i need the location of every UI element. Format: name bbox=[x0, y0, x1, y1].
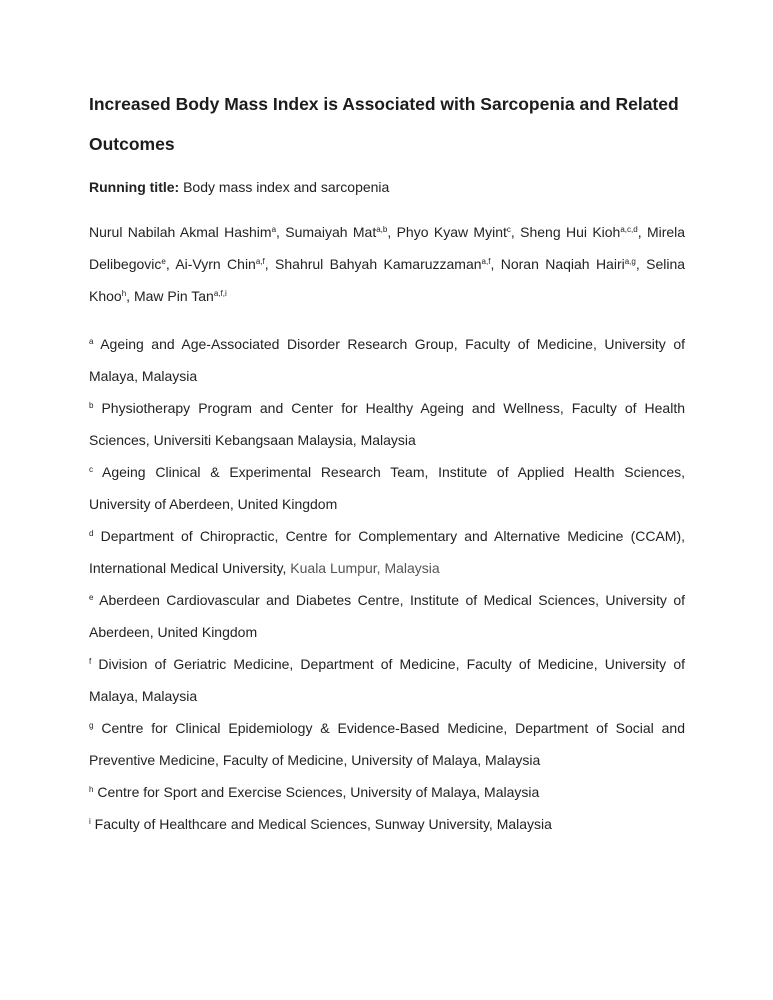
affiliation-list bbox=[89, 328, 685, 840]
author-list bbox=[89, 216, 685, 312]
affiliation-i: $^i$ Faculty of Healthcare and Medical Sciences, Sunway University, Malaysia bbox=[89, 816, 552, 832]
author: Noran Naqiah Hairi$^{a,g}$, bbox=[500, 256, 647, 272]
author: Nurul Nabilah Akmal Hashim$^a$, bbox=[89, 224, 286, 240]
running-title bbox=[89, 177, 389, 197]
affiliation-d: $^d$ Department of Chiropractic, Centre for Complementary and Alternative Medicine (CCAM), International Medical University, Kuala Lumpur, Malaysia bbox=[89, 528, 685, 576]
affiliation-f: $^f$ Division of Geriatric Medicine, Department of Medicine, Faculty of Medicine, University of Malaya, Malaysia bbox=[89, 656, 685, 704]
running-title-label: Running title: bbox=[89, 179, 180, 195]
affiliation-h: $^h$ Centre for Sport and Exercise Sciences, University of Malaya, Malaysia bbox=[89, 784, 540, 800]
author: Selina Khoo$^h$, bbox=[89, 256, 686, 304]
affiliation-a: $^a$ Ageing and Age-Associated Disorder Research Group, Faculty of Medicine, University of Malaya, Malaysia bbox=[89, 336, 685, 384]
affiliation-e: $^e$ Aberdeen Cardiovascular and Diabetes Centre, Institute of Medical Sciences, University of Aberdeen, United Kingdom bbox=[89, 592, 686, 640]
author: Phyo Kyaw Myint$^c$, bbox=[396, 224, 521, 240]
author: Maw Pin Tan$^{a,f,i}$ bbox=[133, 288, 227, 304]
author: Shahrul Bahyah Kamaruzzaman$^{a,f}$, bbox=[275, 256, 501, 272]
author: Ai-Vyrn Chin$^{a,f}$, bbox=[175, 256, 276, 272]
affiliation-c: $^c$ Ageing Clinical & Experimental Research Team, Institute of Applied Health Sciences, University of Aberdeen, United Kingdom bbox=[89, 464, 685, 512]
author: Mirela Delibegovic$^e$, bbox=[89, 224, 686, 272]
affiliation-g: $^g$ Centre for Clinical Epidemiology & Evidence-Based Medicine, Department of Social and Preventive Medicine, Faculty of Medicine, University of Malaya, Malaysia bbox=[89, 720, 686, 768]
affiliation-b: $^b$ Physiotherapy Program and Center for Healthy Ageing and Wellness, Faculty of Health Sciences, Universiti Kebangsaan Malaysia, Malaysia bbox=[89, 400, 686, 448]
running-title-text: Body mass index and sarcopenia bbox=[179, 179, 390, 195]
author: Sheng Hui Kioh$^{a,c,d}$, bbox=[520, 224, 647, 240]
author: Sumaiyah Mat$^{a,b}$, bbox=[285, 224, 397, 240]
paper-title: Increased Body Mass Index is Associated with Sarcopenia and Related Outcomes bbox=[89, 94, 679, 154]
